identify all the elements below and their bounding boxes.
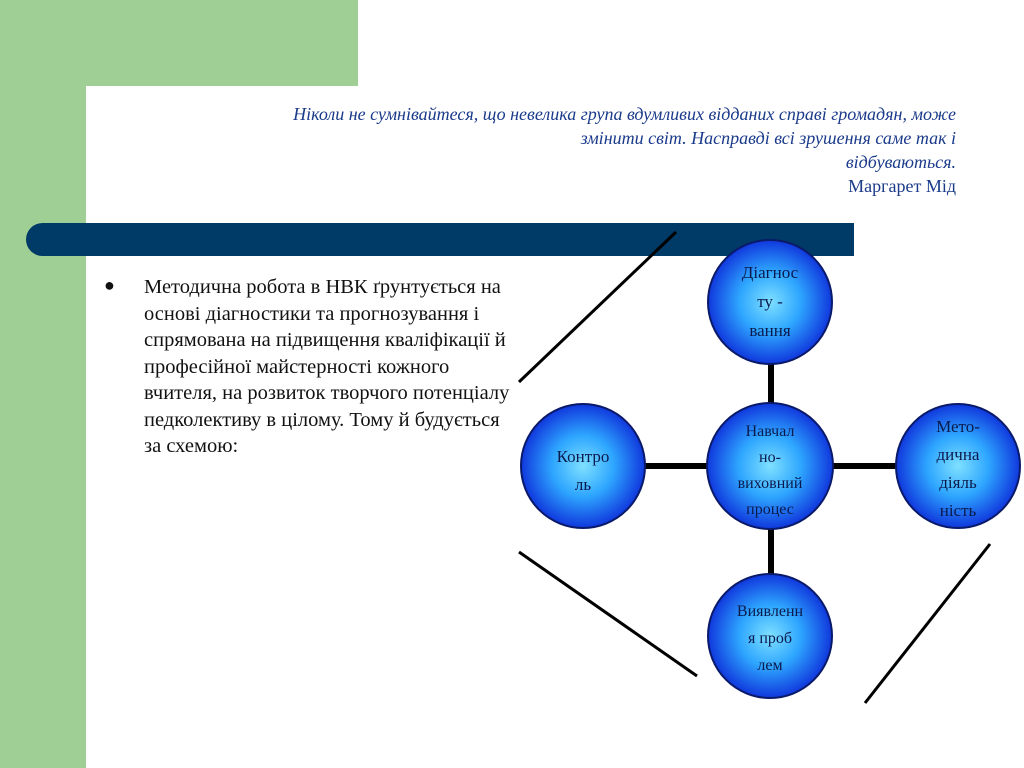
- node-center-line-2: но-: [759, 449, 781, 466]
- quote-line-2: змінити світ. Насправді всі зрушення саме так і: [580, 128, 956, 148]
- node-problem-line-1: Виявленн: [736, 603, 804, 620]
- node-center-line-3: виховний: [737, 475, 803, 492]
- decor-line-bottom-right: [865, 544, 990, 703]
- quote-line-1: Ніколи не сумнівайтеся, що невелика група вдумливих відданих справі громадян, може: [293, 104, 956, 124]
- node-diagnostics-line-3: вання: [749, 321, 791, 340]
- bullet-marker: ●: [104, 275, 115, 295]
- decor-line-bottom-left: [519, 552, 697, 676]
- quote-line-3: відбуваються.: [845, 152, 956, 172]
- node-diagnostics: [708, 240, 832, 364]
- node-control-line-1: Контро: [556, 447, 610, 466]
- node-methodical-activity: [896, 404, 1020, 528]
- quote-author: Маргарет Мід: [848, 176, 956, 196]
- node-methodical-line-1: Мето-: [936, 417, 980, 436]
- bullet-paragraph: Методична робота в НВК ґрунтується на основі діагностики та прогнозування і спрямована на підвищення кваліфікації й професійної майстерності кожного вчителя, на розвиток творчого потенціалу педколективу в цілому. Тому й будується за схемою:: [144, 276, 510, 457]
- decor-line-top-left: [519, 232, 676, 382]
- node-center-line-4: процес: [746, 501, 794, 518]
- node-control: [521, 404, 645, 528]
- node-methodical-line-2: дична: [936, 445, 980, 464]
- node-problem-line-2: я проб: [747, 630, 793, 647]
- node-diagnostics-line-2: ту -: [757, 292, 783, 311]
- node-center-line-1: Навчал: [745, 423, 795, 440]
- node-methodical-line-4: ність: [939, 501, 977, 520]
- node-problem-line-3: лем: [757, 657, 783, 674]
- node-methodical-line-3: діяль: [939, 473, 977, 492]
- node-control-line-2: ль: [574, 475, 592, 494]
- node-center-process: [707, 403, 833, 529]
- node-problem-detection: [708, 574, 832, 698]
- node-diagnostics-line-1: Діагнос: [741, 263, 799, 282]
